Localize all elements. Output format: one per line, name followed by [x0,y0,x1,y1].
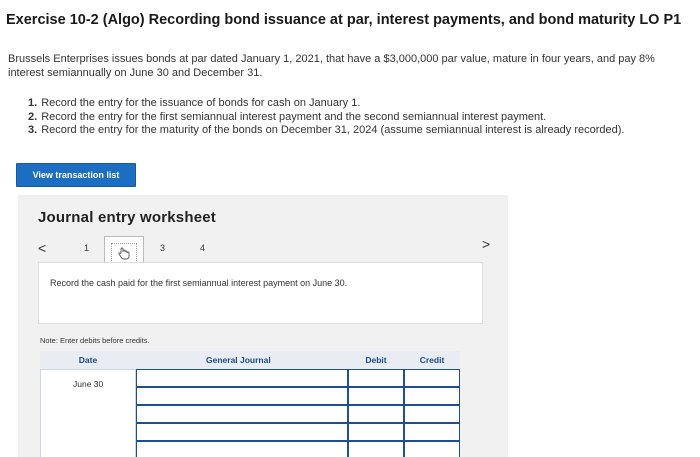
account-input[interactable] [136,387,348,405]
hand-pointer-icon [116,246,132,260]
credit-input[interactable] [404,369,460,387]
instruction-item: 2. Record the entry for the first semiannual interest payment and the second semiannual interest payment. [28,110,547,123]
page-tab-4[interactable]: 4 [200,243,206,253]
credit-input[interactable] [404,387,460,405]
exercise-title: Exercise 10-2 (Algo) Recording bond issuance at par, interest payments, and bond maturity LO P1 [6,12,682,28]
instruction-item: 3. Record the entry for the maturity of the bonds on December 31, 2024 (assume semiannual interest is already recorded). [28,124,625,136]
row-date: June 30 [73,379,104,389]
credit-input[interactable] [404,405,460,423]
view-transaction-list-button[interactable]: View transaction list [16,163,136,187]
entry-instruction-text: Record the cash paid for the first semiannual interest payment on June 30. [50,278,348,288]
account-input[interactable] [136,405,348,423]
account-input[interactable] [136,441,348,457]
debit-input[interactable] [348,441,404,457]
debit-input[interactable] [348,369,404,387]
credit-input[interactable] [404,423,460,441]
worksheet-title: Journal entry worksheet [38,209,216,226]
debit-column-header: Debit [348,351,404,369]
credit-column-header: Credit [404,351,460,369]
page-tab-1[interactable]: 1 [84,243,90,253]
page-tab-3[interactable]: 3 [160,243,166,253]
account-input[interactable] [136,423,348,441]
credit-input[interactable] [404,441,460,457]
general-journal-column-header: General Journal [136,351,348,369]
instructions-list [28,97,625,138]
problem-intro: Brussels Enterprises issues bonds at par dated January 1, 2021, that have a $3,000,000 par value, mature in four years, and pay 8% interest semiannually on June 30 and December 31. [8,53,655,79]
date-column-header: Date [40,351,136,369]
debit-input[interactable] [348,387,404,405]
next-entry-button[interactable]: > [482,236,491,252]
entry-instruction-box [38,262,483,324]
debit-credit-note: Note: Enter debits before credits. [40,336,150,345]
instruction-item: 1. Record the entry for the issuance of bonds for cash on January 1. [28,97,361,109]
debit-input[interactable] [348,405,404,423]
previous-entry-button[interactable]: < [38,240,47,256]
debit-input[interactable] [348,423,404,441]
account-input[interactable] [136,369,348,387]
